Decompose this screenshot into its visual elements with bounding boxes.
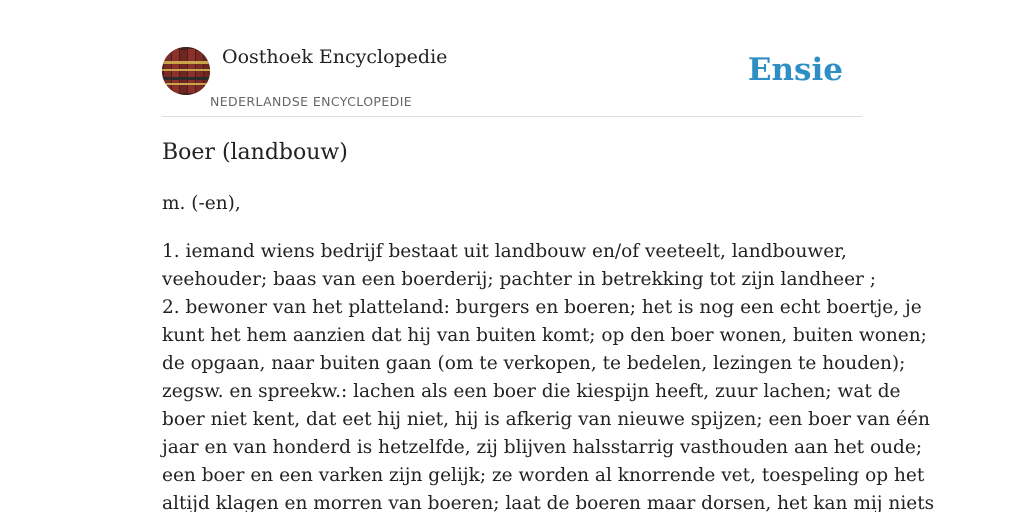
definition-line: jaar en van honderd is hetzelfde, zij blijven halsstarrig vasthouden aan het oude; xyxy=(162,437,923,458)
site-subtitle: NEDERLANDSE ENCYCLOPEDIE xyxy=(210,94,413,109)
definition-line: 1. iemand wiens bedrijf bestaat uit landbouw en/of veeteelt, landbouwer, xyxy=(162,241,847,262)
definition-line: kunt het hem aanzien dat hij van buiten komt; op den boer wonen, buiten wonen; xyxy=(162,325,927,346)
page-container xyxy=(162,0,935,512)
definition-line: altijd klagen en morren van boeren; laat de boeren maar dorsen, het kan mij niets xyxy=(162,493,935,512)
entry-definition xyxy=(162,238,935,512)
definition-line: veehouder; baas van een boerderij; pachter in betrekking tot zijn landheer ; xyxy=(162,269,876,290)
entry-grammar: m. (-en), xyxy=(162,193,241,214)
definition-line: een boer en een varken zijn gelijk; ze worden al knorrende vet, toespeling op het xyxy=(162,465,925,486)
encyclopedia-avatar[interactable] xyxy=(162,47,210,95)
entry-title: Boer (landbouw) xyxy=(162,140,348,165)
definition-line: boer niet kent, dat eet hij niet, hij is afkerig van nieuwe spijzen; een boer van één xyxy=(162,409,930,430)
definition-line: de opgaan, naar buiten gaan (om te verkopen, te bedelen, lezingen te houden); xyxy=(162,353,906,374)
definition-line: zegsw. en spreekw.: lachen als een boer die kiespijn heeft, zuur lachen; wat de xyxy=(162,381,901,402)
site-header xyxy=(162,0,862,117)
books-icon xyxy=(162,47,210,95)
site-name-link[interactable]: Oosthoek Encyclopedie xyxy=(222,46,448,68)
ensie-logo[interactable]: Ensie xyxy=(747,52,843,88)
definition-line: 2. bewoner van het platteland: burgers en boeren; het is nog een echt boertje, je xyxy=(162,297,922,318)
